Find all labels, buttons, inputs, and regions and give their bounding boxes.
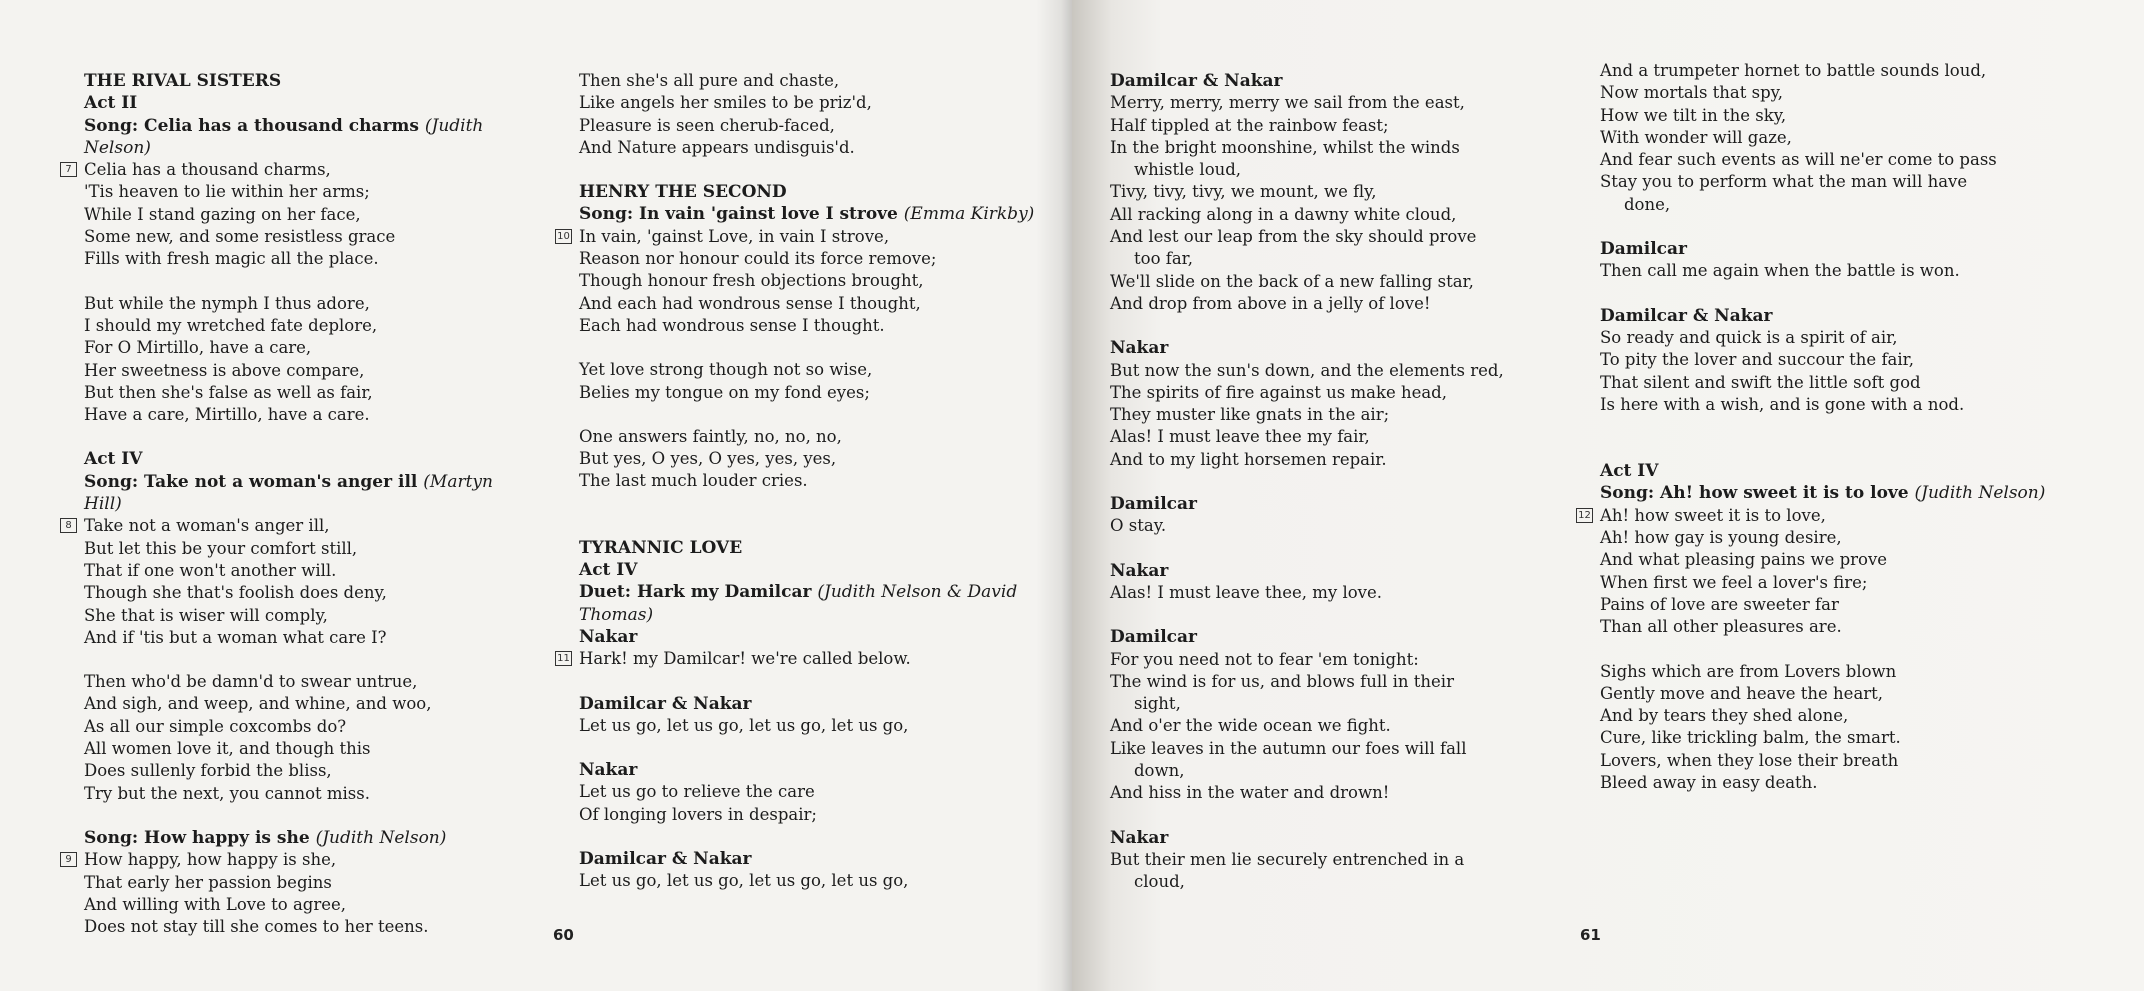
verse-line: She that is wiser will comply, [84,605,328,625]
act-heading: Act IV [579,560,638,581]
song-label: Duet: Hark my Damilcar [579,582,812,603]
verse-line: Lovers, when they lose their breath [1600,750,1899,770]
verse-line: Is here with a wish, and is gone with a nod. [1600,394,1965,414]
verse-line: Cure, like trickling balm, the smart. [1600,728,1901,748]
verse-line: Merry, merry, merry we sail from the east, [1110,93,1465,113]
song-label: Song: Take not a woman's anger ill [84,471,418,492]
verse-line: Yet love strong though not so wise, [579,360,873,380]
verse-line: 10 In vain, 'gainst Love, in vain I strove, [579,226,1039,248]
performer: (Martyn Hill) [84,471,493,515]
verse-line: 'Tis heaven to lie within her arms; [84,182,370,202]
verse-line: With wonder will gaze, [1600,127,1792,147]
performer: (Judith Nelson) [315,827,447,848]
verse-line: And a trumpeter hornet to battle sounds loud, [1600,61,1987,80]
verse-line: How we tilt in the sky, [1600,105,1787,125]
verse-line: Let us go, let us go, let us go, let us go, [579,871,909,891]
verse-line: Of longing lovers in despair; [579,804,817,824]
verse-line: All women love it, and though this [84,739,371,759]
song-title [84,827,504,849]
right-column-2 [1578,60,2070,794]
play-title: THE RIVAL SISTERS [84,71,282,91]
verse-line: To pity the lover and succour the fair, [1600,350,1914,370]
verse-line: Gently move and heave the heart, [1600,683,1884,703]
right-column-1 [1110,70,1550,894]
song-label: Song: Celia has a thousand charms [84,115,419,136]
verse-line: Sighs which are from Lovers blown [1600,661,1897,681]
verse-line: That early her passion begins [84,872,332,892]
left-column-2 [557,70,1039,893]
performer: (Judith Nelson) [84,115,484,158]
speaker: Damilcar [1110,627,1197,648]
verse-line: We'll slide on the back of a new falling star, [1110,271,1474,291]
verse-line: Like angels her smiles to be priz'd, [579,93,872,113]
speaker: Nakar [579,760,638,781]
verse-line: Like leaves in the autumn our foes will fall [1110,738,1467,758]
verse-line: Than all other pleasures are. [1600,617,1842,637]
verse-line: While I stand gazing on her face, [84,204,361,224]
stanza [579,359,1039,404]
verse-line: But while the nymph I thus adore, [84,293,370,313]
verse-line: That silent and swift the little soft god [1600,372,1921,392]
verse-line: As all our simple coxcombs do? [84,716,347,736]
verse-line: Then she's all pure and chaste, [579,71,840,90]
verse-line: That if one won't another will. [84,560,337,580]
verse-line: cloud, [1134,872,1185,892]
verse-line: And each had wondrous sense I thought, [579,293,921,313]
verse-line: Let us go, let us go, let us go, let us go, [579,715,909,735]
verse-line: Alas! I must leave thee, my love. [1110,582,1382,602]
verse-line: Try but the next, you cannot miss. [84,783,370,803]
verse-line: Tivy, tivy, tivy, we mount, we fly, [1110,182,1377,202]
verse-line: In the bright moonshine, whilst the winds [1110,137,1460,157]
song-title [579,203,1039,225]
verse-line: 11 Hark! my Damilcar! we're called below. [579,648,1039,670]
track-number: 11 [555,651,572,666]
speaker: Damilcar & Nakar [579,693,752,714]
verse-line: For you need not to fear 'em tonight: [1110,649,1419,669]
verse-line: Stay you to perform what the man will have [1600,172,1968,192]
stanza [65,159,504,270]
verse-line: The last much louder cries. [579,471,808,491]
verse-line: Pleasure is seen cherub-faced, [579,115,835,135]
speaker: Damilcar [1600,239,1687,260]
verse-line: done, [1624,194,1671,214]
song-label: Song: Ah! how sweet it is to love [1600,483,1909,504]
performer: (Judith Nelson & David Thomas) [579,582,1018,625]
act-heading: Act IV [1600,461,1659,482]
right-page [1072,0,2144,991]
verse-line: Fills with fresh magic all the place. [84,249,379,269]
page-number: 61 [1580,926,1601,944]
stanza [579,70,1039,159]
track-number: 12 [1576,508,1593,523]
verse-line: But their men lie securely entrenched in a [1110,849,1465,869]
stanza [84,671,504,805]
verse-line: Pains of love are sweeter far [1600,594,1839,614]
verse-line: Then who'd be damn'd to swear untrue, [84,672,418,692]
verse-line: And lest our leap from the sky should prove [1110,227,1477,247]
verse-line: Does sullenly forbid the bliss, [84,761,332,781]
track-number: 7 [60,162,77,177]
verse-line: Some new, and some resistless grace [84,227,396,247]
verse-line: Bleed away in easy death. [1600,773,1818,793]
verse-line: Ah! how gay is young desire, [1600,528,1842,548]
act-heading: Act IV [84,449,143,470]
stanza [65,515,504,649]
verse-line: O stay. [1110,516,1167,536]
verse-line: One answers faintly, no, no, no, [579,426,842,446]
verse-line: Alas! I must leave thee my fair, [1110,427,1370,447]
verse-line: 8 Take not a woman's anger ill, [84,515,504,537]
verse-line: And Nature appears undisguis'd. [579,137,855,157]
verse-line: And hiss in the water and drown! [1110,783,1390,803]
verse-line: Let us go to relieve the care [579,782,815,802]
performer: (Judith Nelson) [1914,483,2046,504]
track-number: 9 [60,852,77,867]
song-label: Song: In vain 'gainst love I strove [579,204,898,225]
song-title [579,581,1039,626]
play-title: HENRY THE SECOND [579,182,787,203]
verse-line: 7 Celia has a thousand charms, [84,159,504,181]
verse-line: But now the sun's down, and the elements red, [1110,360,1504,380]
verse-line: down, [1134,761,1185,781]
verse-line: And fear such events as will ne'er come to pass [1600,150,1997,170]
speaker: Nakar [1110,827,1169,848]
left-column-1 [65,70,504,938]
song-label: Song: How happy is she [84,827,310,848]
verse-line: For O Mirtillo, have a care, [84,338,312,358]
verse-line: I should my wretched fate deplore, [84,315,378,335]
stanza [557,226,1039,337]
verse-line: But let this be your comfort still, [84,538,358,558]
speaker: Nakar [1110,338,1169,359]
verse-line: Does not stay till she comes to her teens. [84,917,429,937]
act-heading: Act II [84,93,138,114]
verse-line: All racking along in a dawny white cloud, [1110,204,1457,224]
stanza [65,849,504,938]
song-title [84,115,504,160]
song-title [1600,482,2070,504]
play-title: TYRANNIC LOVE [579,537,743,558]
verse-line: 9 How happy, how happy is she, [84,849,504,871]
verse-line: And drop from above in a jelly of love! [1110,293,1431,313]
verse-line: Belies my tongue on my fond eyes; [579,382,870,402]
stanza [579,426,1039,493]
verse-line: Though honour fresh objections brought, [579,271,924,291]
verse-line: They muster like gnats in the air; [1110,405,1390,425]
speaker: Nakar [579,626,638,647]
verse-line: Her sweetness is above compare, [84,360,365,380]
verse-line: And sigh, and weep, and whine, and woo, [84,694,432,714]
speaker: Damilcar & Nakar [1600,305,1773,326]
verse-line: The spirits of fire against us make head, [1110,382,1447,402]
verse-line: Reason nor honour could its force remove; [579,249,937,269]
verse-line: Each had wondrous sense I thought. [579,315,885,335]
verse-line: Now mortals that spy, [1600,83,1784,103]
track-number: 10 [555,229,572,244]
speaker: Nakar [1110,560,1169,581]
verse-line: Half tippled at the rainbow feast; [1110,115,1389,135]
track-number: 8 [60,518,77,533]
verse-line: 12 Ah! how sweet it is to love, [1600,505,2070,527]
verse-line: So ready and quick is a spirit of air, [1600,327,1898,347]
verse-line: And by tears they shed alone, [1600,706,1849,726]
verse-line: And willing with Love to agree, [84,894,347,914]
verse-line: But then she's false as well as fair, [84,382,373,402]
verse-line: Have a care, Mirtillo, have a care. [84,405,370,425]
verse-line: The wind is for us, and blows full in their [1110,671,1454,691]
verse-line: And what pleasing pains we prove [1600,550,1888,570]
verse-line: Then call me again when the battle is won. [1600,261,1960,281]
verse-line: And if 'tis but a woman what care I? [84,627,387,647]
verse-line: Though she that's foolish does deny, [84,583,387,603]
verse-line: When first we feel a lover's fire; [1600,572,1868,592]
verse-line: And to my light horsemen repair. [1110,449,1387,469]
speaker: Damilcar & Nakar [1110,71,1283,91]
speaker: Damilcar [1110,494,1197,515]
verse-line: whistle loud, [1134,160,1242,180]
verse-line: But yes, O yes, O yes, yes, yes, [579,449,837,469]
verse-line: sight, [1134,694,1181,714]
song-title [84,471,504,516]
speaker: Damilcar & Nakar [579,849,752,870]
stanza [84,293,504,427]
verse-line: too far, [1134,249,1194,269]
page-number: 60 [553,926,574,944]
verse-line: And o'er the wide ocean we fight. [1110,716,1391,736]
performer: (Emma Kirkby) [903,204,1035,225]
